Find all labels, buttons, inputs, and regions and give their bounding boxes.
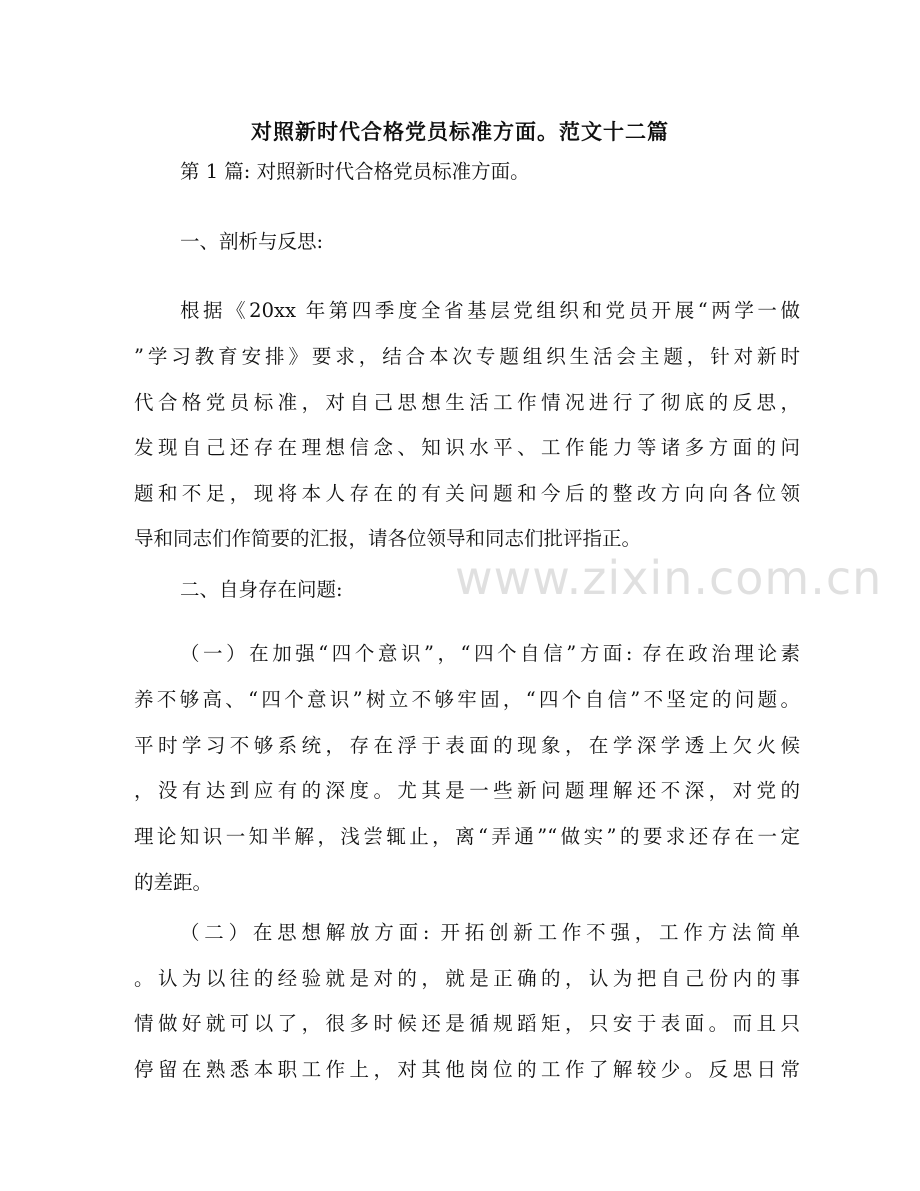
text-line: 一、剖析与反思:: [180, 230, 324, 253]
text-line: （二）在思想解放方面: 开拓创新工作不强，工作方法简单: [180, 921, 800, 944]
text-line: ”学习教育安排》要求，结合本次专题组织生活会主题，针对新时: [134, 345, 800, 368]
text-line: 导和同志们作简要的汇报，请各位领导和同志们批评指正。: [134, 527, 642, 550]
text-line: 情做好就可以了，很多时候还是循规蹈矩，只安于表面。而且只: [134, 1012, 800, 1035]
text-line: 代合格党员标准，对自己思想生活工作情况进行了彻底的反思，: [134, 391, 800, 414]
text-line: 养不够高、“四个意识”树立不够牢固，“四个自信”不坚定的问题。: [134, 688, 800, 711]
text-line: 题和不足，现将本人存在的有关问题和今后的整改方向向各位领: [134, 482, 800, 505]
document-title: 对照新时代合格党员标准方面。范文十二篇: [251, 119, 669, 144]
text-line: 二、自身存在问题:: [180, 578, 343, 601]
text-line: 理论知识一知半解，浅尝辄止，离“弄通”“做实”的要求还存在一定: [134, 825, 800, 848]
text-line: 的差距。: [134, 871, 213, 894]
text-line: ，没有达到应有的深度。尤其是一些新问题理解还不深，对党的: [134, 779, 800, 802]
text-line: 根据《20xx 年第四季度全省基层党组织和党员开展“两学一做: [180, 299, 800, 322]
text-line: 平时学习不够系统，存在浮于表面的现象，在学深学透上欠火候: [134, 734, 800, 757]
text-line: 。认为以往的经验就是对的，就是正确的，认为把自己份内的事: [134, 967, 800, 990]
text-line: 第 1 篇: 对照新时代合格党员标准方面。: [180, 160, 530, 183]
text-line: 停留在熟悉本职工作上，对其他岗位的工作了解较少。反思日常: [134, 1058, 800, 1081]
text-line: （一）在加强“四个意识”，“四个自信”方面: 存在政治理论素: [180, 642, 800, 665]
text-line: 发现自己还存在理想信念、知识水平、工作能力等诸多方面的问: [134, 436, 800, 459]
watermark: www.zixin.com.cn: [455, 551, 883, 605]
